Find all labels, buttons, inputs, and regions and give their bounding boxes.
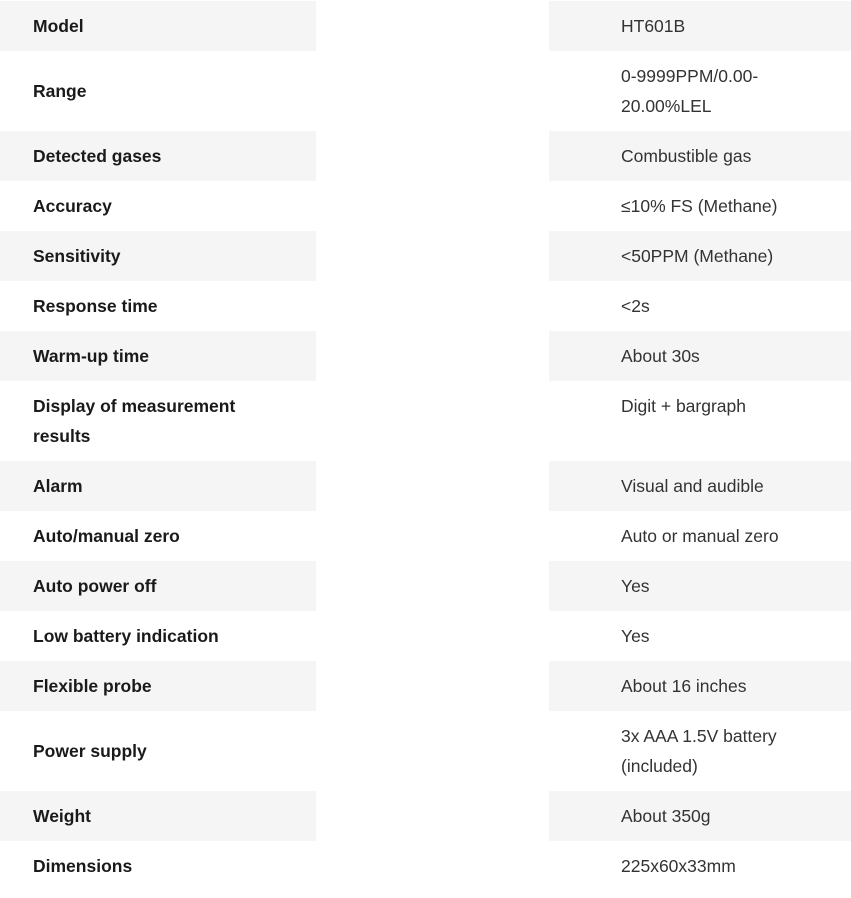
spec-value: Combustible gas <box>621 146 752 166</box>
spec-label: Low battery indication <box>33 626 219 646</box>
spec-value: 0-9999PPM/0.00-20.00%LEL <box>621 66 759 116</box>
spec-value: About 350g <box>621 806 711 826</box>
table-row <box>0 791 851 841</box>
spec-label: Model <box>33 16 84 36</box>
table-row <box>0 231 851 281</box>
spec-value: Yes <box>621 576 650 596</box>
spec-value: ≤10% FS (Methane) <box>621 196 778 216</box>
spec-label: Alarm <box>33 476 83 496</box>
spec-value: HT601B <box>621 16 686 36</box>
table-row <box>0 181 851 231</box>
spec-value: 225x60x33mm <box>621 856 736 876</box>
table-row <box>0 1 851 51</box>
spec-label: Display of measurement results <box>33 396 236 446</box>
spec-value: <50PPM (Methane) <box>621 246 774 266</box>
table-row <box>0 841 851 891</box>
table-row <box>0 511 851 561</box>
spec-label: Response time <box>33 296 158 316</box>
spec-value: About 30s <box>621 346 700 366</box>
table-row <box>0 711 851 791</box>
spec-label: Detected gases <box>33 146 162 166</box>
spec-label: Flexible probe <box>33 676 152 696</box>
table-row <box>0 131 851 181</box>
spec-label: Sensitivity <box>33 246 121 266</box>
table-row <box>0 461 851 511</box>
spec-label: Warm-up time <box>33 346 150 366</box>
table-row <box>0 611 851 661</box>
table-row <box>0 331 851 381</box>
spec-label: Auto power off <box>33 576 157 596</box>
spec-value: <2s <box>621 296 650 316</box>
table-row <box>0 661 851 711</box>
spec-value: Auto or manual zero <box>621 526 779 546</box>
spec-value: Yes <box>621 626 650 646</box>
spec-value: 3x AAA 1.5V battery (included) <box>621 726 777 776</box>
table-row <box>0 281 851 331</box>
table-row <box>0 561 851 611</box>
spec-label: Weight <box>33 806 92 826</box>
spec-label: Range <box>33 81 87 101</box>
spec-value: About 16 inches <box>621 676 747 696</box>
table-row <box>0 381 851 461</box>
spec-label: Dimensions <box>33 856 133 876</box>
table-row <box>0 51 851 131</box>
spec-label: Power supply <box>33 741 147 761</box>
spec-label: Accuracy <box>33 196 112 216</box>
spec-value: Visual and audible <box>621 476 764 496</box>
spec-label: Auto/manual zero <box>33 526 180 546</box>
spec-value: Digit + bargraph <box>621 396 747 416</box>
